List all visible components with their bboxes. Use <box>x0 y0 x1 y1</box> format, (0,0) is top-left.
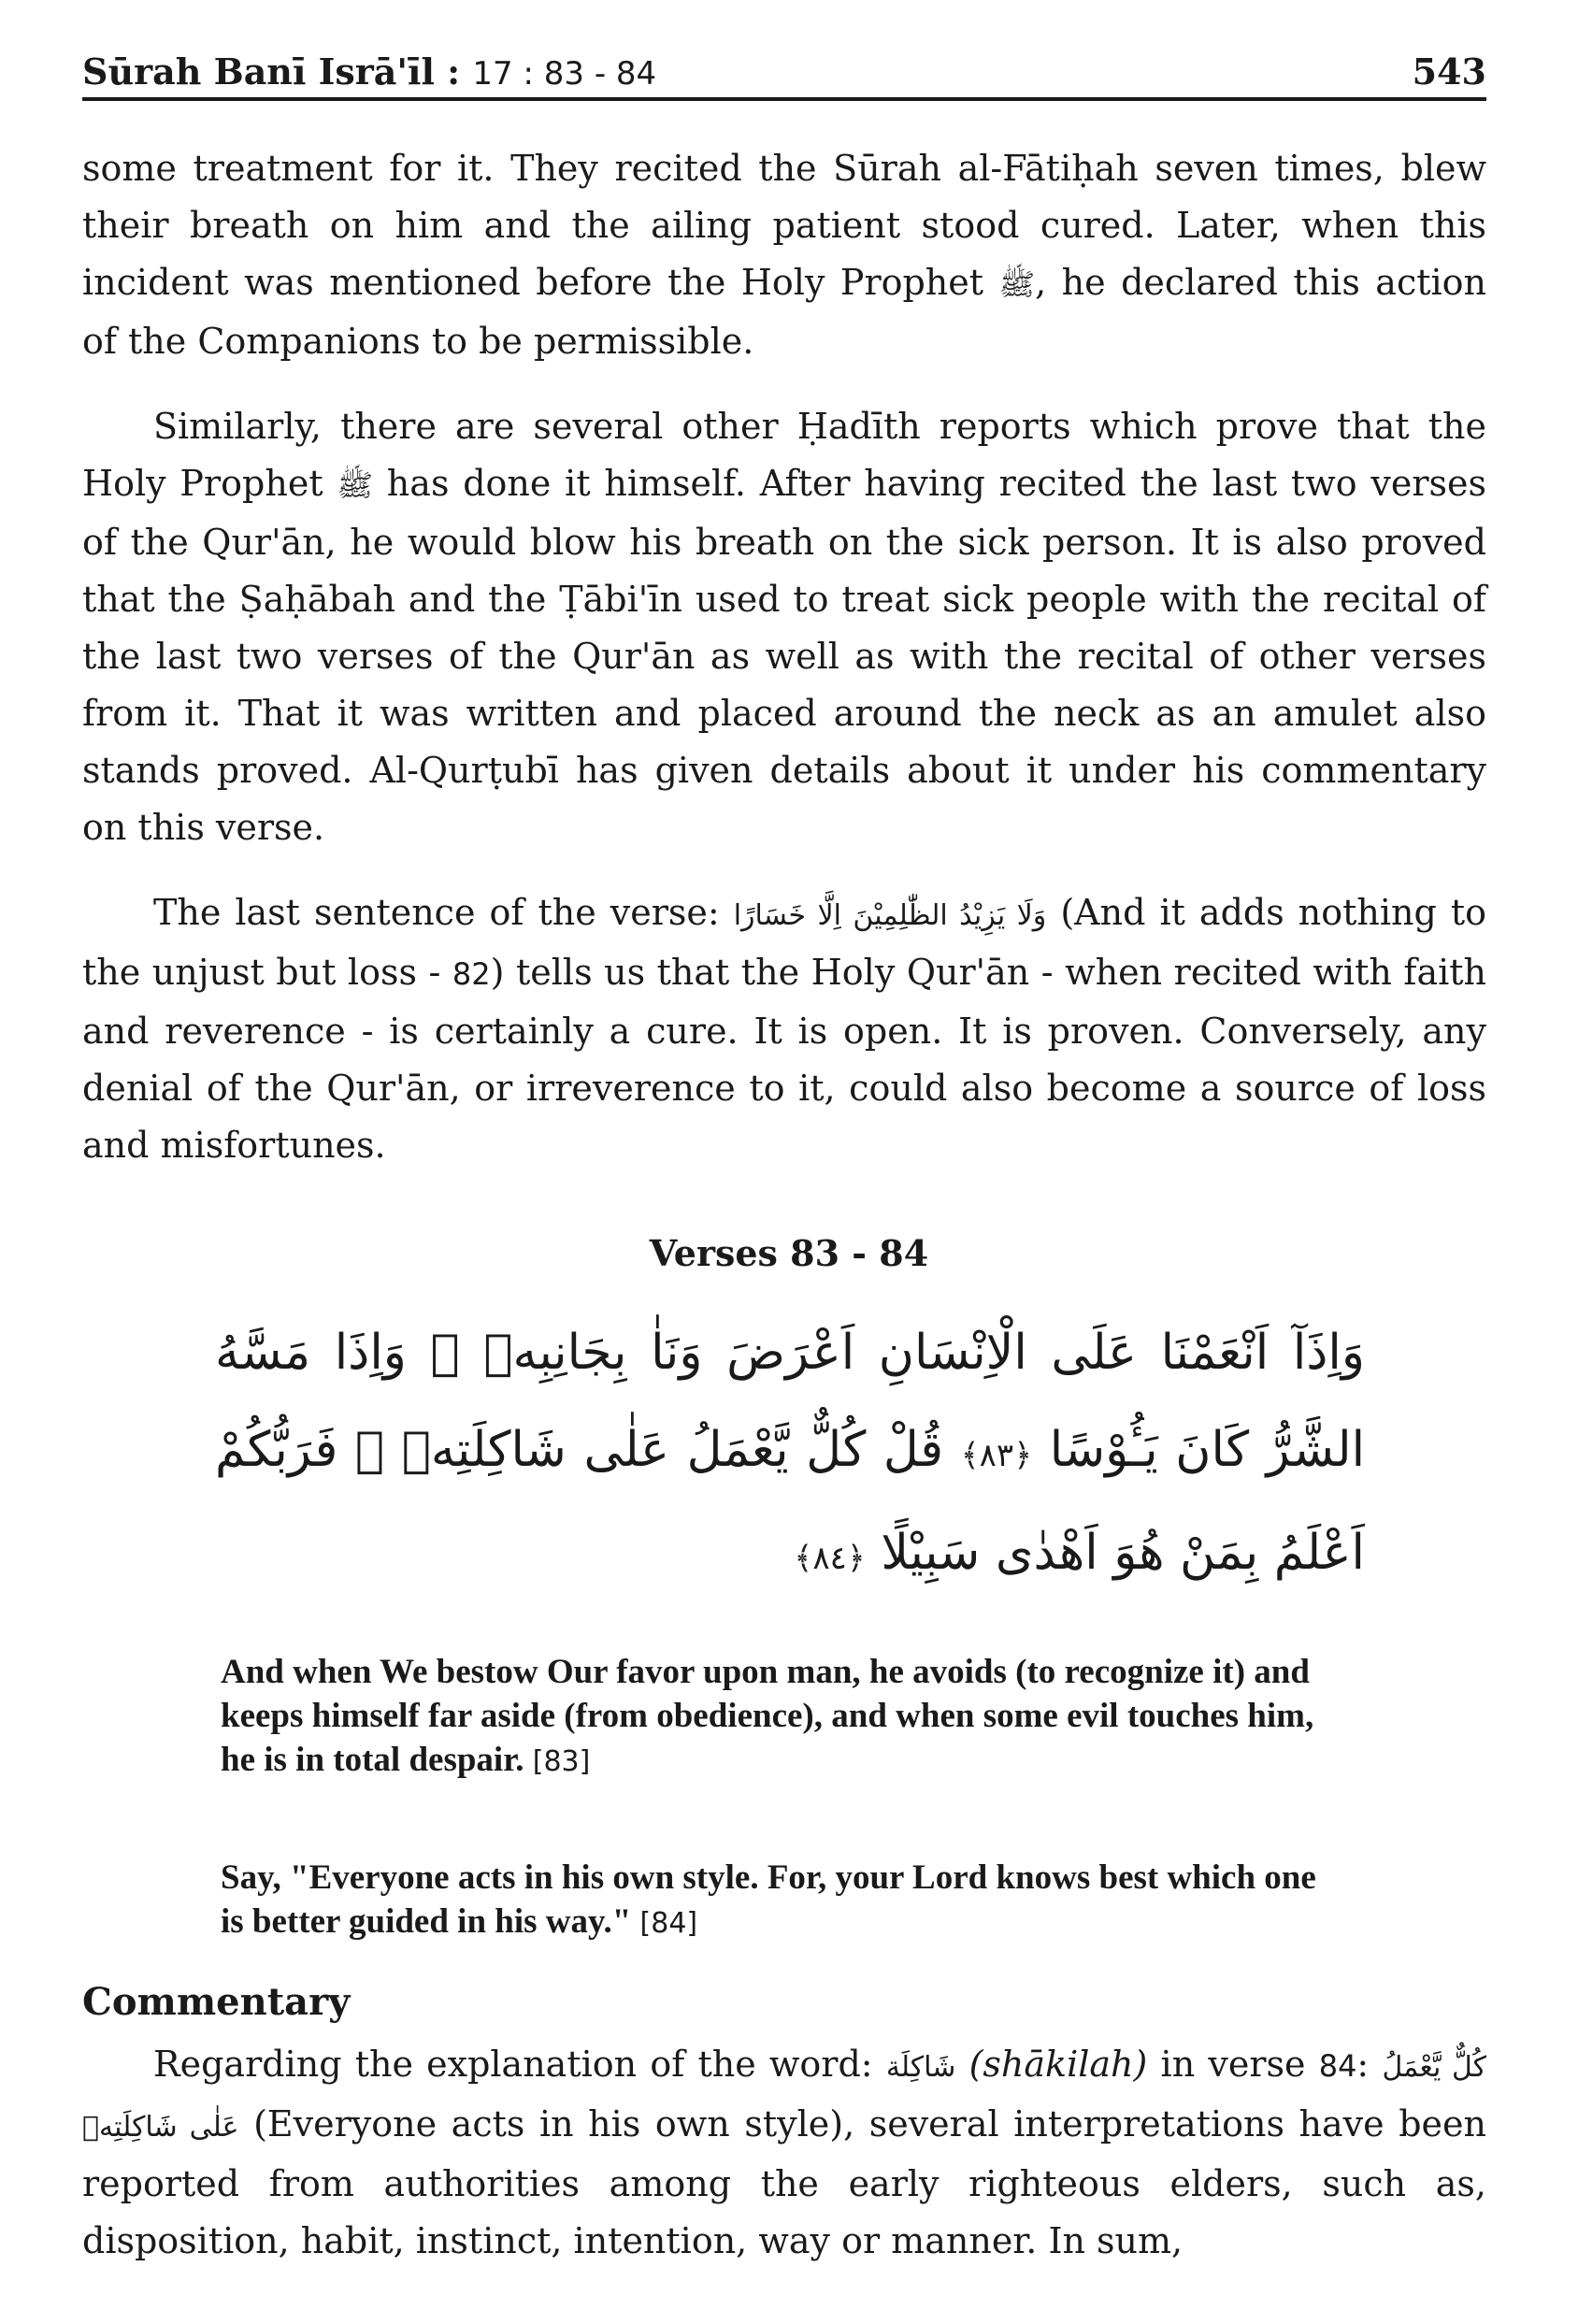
commentary-paragraph <box>82 2036 1486 2270</box>
p1-text: some treatment for it. They recited the Sūrah al-Fātiḥah seven times, blew their breath on him and the ailing patient stood cured. Later, when this incident was mentioned before the Holy Prophet <box>82 148 1486 303</box>
arabic-verse-83: وَاِذَآ اَنْعَمْنَا عَلَى الْاِنْسَانِ اَعْرَضَ وَنَاٰ بِجَانِبِهٖ ۚ وَاِذَا مَسَّهُ الشَّرُّ كَانَ يَـُٔوْسًا <box>215 1325 1366 1478</box>
p3-text-mid: (And it adds nothing to the unjust but loss - <box>82 892 1487 993</box>
arabic-verse-84: قُلْ كُلٌّ يَّعْمَلُ عَلٰى شَاكِلَتِهٖ ۭ فَرَبُّكُمْ اَعْلَمُ بِمَنْ هُوَ اَهْدٰى سَبِيْلًا <box>215 1422 1365 1581</box>
commentary-text-end: (Everyone acts in his own style), several interpretations have been reported from authorities among the early righteous elders, such as, disposition, habit, instinct, intention, way or manner. In sum, <box>82 2103 1486 2261</box>
paragraph-2 <box>82 398 1486 856</box>
translation-84-text: Say, "Everyone acts in his own style. For, your Lord knows best which one is better guided in his way." <box>221 1858 1316 1941</box>
commentary-colon: : <box>1356 2044 1383 2085</box>
header-title-text: Sūrah Banī Isrā'īl : <box>82 50 461 93</box>
commentary-text-mid: in verse <box>1147 2044 1319 2085</box>
header-verse-reference: 17 : 83 - 84 <box>472 55 657 93</box>
p1-text-end: , he declared this action of the Companions to be permissible. <box>82 262 1486 362</box>
p3-text-end: ) tells us that the Holy Qur'ān - when recited with faith and reverence - is certainly a cure. It is open. It is proven. Conversely, any denial of the Qur'ān, or irreverence to it, could also become a source of loss and misfortunes. <box>82 952 1486 1166</box>
translation-84 <box>221 1856 1342 1945</box>
header-surah-title <box>82 50 656 93</box>
commentary-text: Regarding the explanation of the word: <box>153 2044 886 2085</box>
arabic-phrase: كُلٌّ يَّعْمَلُ عَلٰى شَاكِلَتِهٖ <box>82 2051 1486 2144</box>
verse-ref: 82 <box>452 956 491 992</box>
verses-heading: Verses 83 - 84 <box>649 1232 929 1274</box>
ayah-marker-84: ﴿٨٤﴾ <box>794 1540 866 1577</box>
arabic-word: شَاكِلَة <box>885 2051 956 2084</box>
paragraph-1 <box>82 140 1486 370</box>
translation-83-ref: [83] <box>532 1745 591 1778</box>
ayah-marker-83: ﴿٨٣﴾ <box>960 1437 1033 1474</box>
page-number: 543 <box>1412 50 1486 93</box>
arabic-verses <box>215 1304 1365 1607</box>
p2-text: Similarly, there are several other Ḥadīth reports which prove that the Holy Prophet <box>82 406 1486 504</box>
transliteration: (shākilah) <box>968 2044 1148 2085</box>
commentary-heading: Commentary <box>82 1980 351 2024</box>
header-rule <box>82 97 1486 101</box>
paragraph-3 <box>82 884 1486 1174</box>
pbuh-symbol: ﷺ <box>337 467 374 503</box>
verse-ref: 84 <box>1318 2048 1357 2084</box>
translation-83-text: And when We bestow Our favor upon man, he avoids (to recognize it) and keeps himself far aside (from obedience), and when some evil touches him, he is in total despair. <box>221 1653 1314 1779</box>
translation-83 <box>221 1650 1342 1784</box>
running-header <box>82 45 1486 101</box>
translation-84-ref: [84] <box>639 1907 698 1940</box>
p2-text-end: has done it himself. After having recited the last two verses of the Qur'ān, he would blow his breath on the sick person. It is also proved that the Ṣaḥābah and the Ṭābi'īn used to treat sick people with the recital of the last two verses of the Qur'ān as well as with the recital of other verses from it. That it was written and placed around the neck as an amulet also stands proved. Al-Qurṭubī has given details about it under his commentary on this verse. <box>82 463 1487 848</box>
p3-text: The last sentence of the verse: <box>153 892 734 933</box>
pbuh-symbol: ﷺ <box>998 266 1036 302</box>
arabic-quote: وَلَا يَزِيْدُ الظّٰلِمِيْنَ اِلَّا خَسَارًا <box>733 899 1047 932</box>
